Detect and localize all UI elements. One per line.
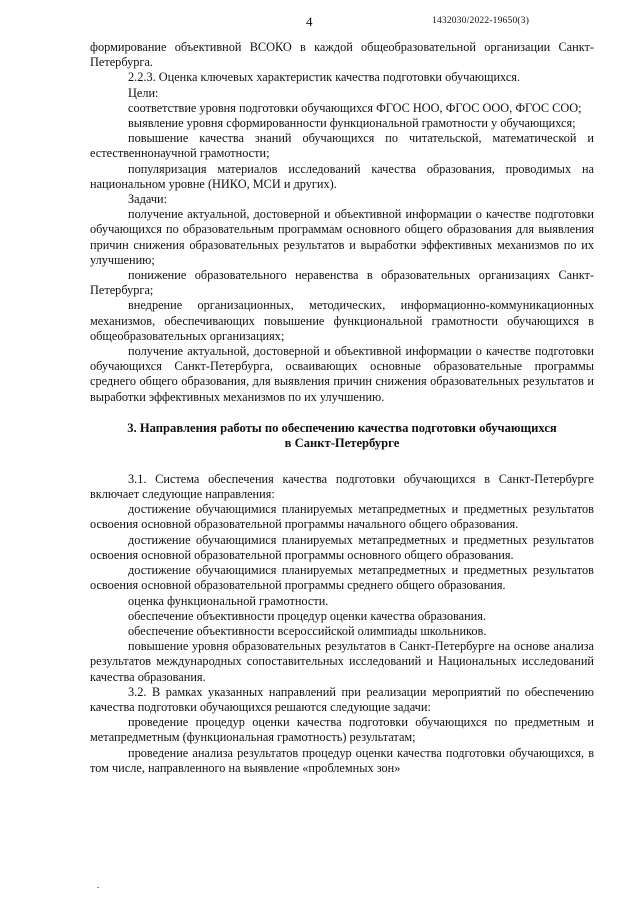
paragraph: получение актуальной, достоверной и объективной информации о качестве подготовки обучающихся Санкт-Петербурга, осваивающих основные образовательные программы среднего общего образования, для выявления причин снижения образовательных результатов и выработки эффективных механизмов по их улучшению. [90, 344, 594, 404]
section-3-heading-line-1: 3. Направления работы по обеспечению качества подготовки обучающихся [127, 420, 557, 435]
document-code: 1432030/2022-19650(3) [432, 16, 530, 26]
paragraph: обеспечение объективности всероссийской олимпиады школьников. [128, 623, 487, 638]
scan-mark [97, 887, 99, 888]
paragraph: 2.2.3. Оценка ключевых характеристик качества подготовки обучающихся. [128, 70, 521, 85]
paragraph: обеспечение объективности процедур оценки качества образования. [128, 608, 486, 623]
paragraph: 3.1. Система обеспечения качества подготовки обучающихся в Санкт-Петербурге включает следующие направления: [90, 471, 594, 502]
paragraph: формирование объективной ВСОКО в каждой общеобразовательной организации Санкт-Петербурга. [90, 40, 594, 70]
paragraph: достижение обучающимися планируемых метапредметных и предметных результатов освоения основной образовательной программы основного общего образования. [90, 532, 594, 562]
paragraph: проведение анализа результатов процедур оценки качества подготовки обучающихся, в том числе, направленного на выявление «проблемных зон» [90, 745, 594, 775]
section-3-heading [90, 421, 594, 452]
paragraph: проведение процедур оценки качества подготовки обучающихся по предметным и метапредметным (функциональная грамотность) результатам; [90, 715, 594, 745]
paragraph: соответствие уровня подготовки обучающихся ФГОС НОО, ФГОС ООО, ФГОС СОО; [128, 100, 582, 115]
paragraph: внедрение организационных, методических, информационно-коммуникационных механизмов, обеспечивающих повышение функциональной грамотности обучающихся в общеобразовательных организациях; [90, 298, 594, 343]
section-3-heading-line-2: в Санкт-Петербурге [284, 436, 400, 451]
page-number: 4 [306, 14, 313, 29]
section-3-text [90, 472, 594, 776]
section-2-text [90, 40, 594, 405]
document-body [90, 40, 594, 776]
paragraph: выявление уровня сформированности функциональной грамотности у обучающихся; [128, 116, 576, 131]
paragraph: повышение качества знаний обучающихся по читательской, математической и естественнонаучной грамотности; [90, 131, 594, 161]
paragraph: 3.2. В рамках указанных направлений при реализации мероприятий по обеспечению качества подготовки обучающихся решаются следующие задачи: [90, 684, 594, 714]
paragraph: Задачи: [128, 192, 168, 207]
paragraph: понижение образовательного неравенства в образовательных организациях Санкт-Петербурга; [90, 268, 594, 298]
paragraph: достижение обучающимися планируемых метапредметных и предметных результатов освоения основной образовательной программы начального общего образования. [90, 502, 594, 532]
paragraph: достижение обучающимися планируемых метапредметных и предметных результатов освоения основной образовательной программы среднего общего образования. [90, 563, 594, 593]
paragraph: Цели: [128, 85, 159, 100]
paragraph: получение актуальной, достоверной и объективной информации о качестве подготовки обучающихся по образовательным программам основного общего образования для выявления причин снижения образовательных результатов и выработки эффективных механизмов по их улучшению; [90, 207, 594, 267]
paragraph: повышение уровня образовательных результатов в Санкт-Петербурге на основе анализа результатов международных сопоставительных исследований и Национальных исследований качества образования. [90, 639, 594, 684]
paragraph: популяризация материалов исследований качества образования, проводимых на национальном уровне (НИКО, МСИ и других). [90, 161, 594, 191]
paragraph: оценка функциональной грамотности. [128, 593, 329, 608]
